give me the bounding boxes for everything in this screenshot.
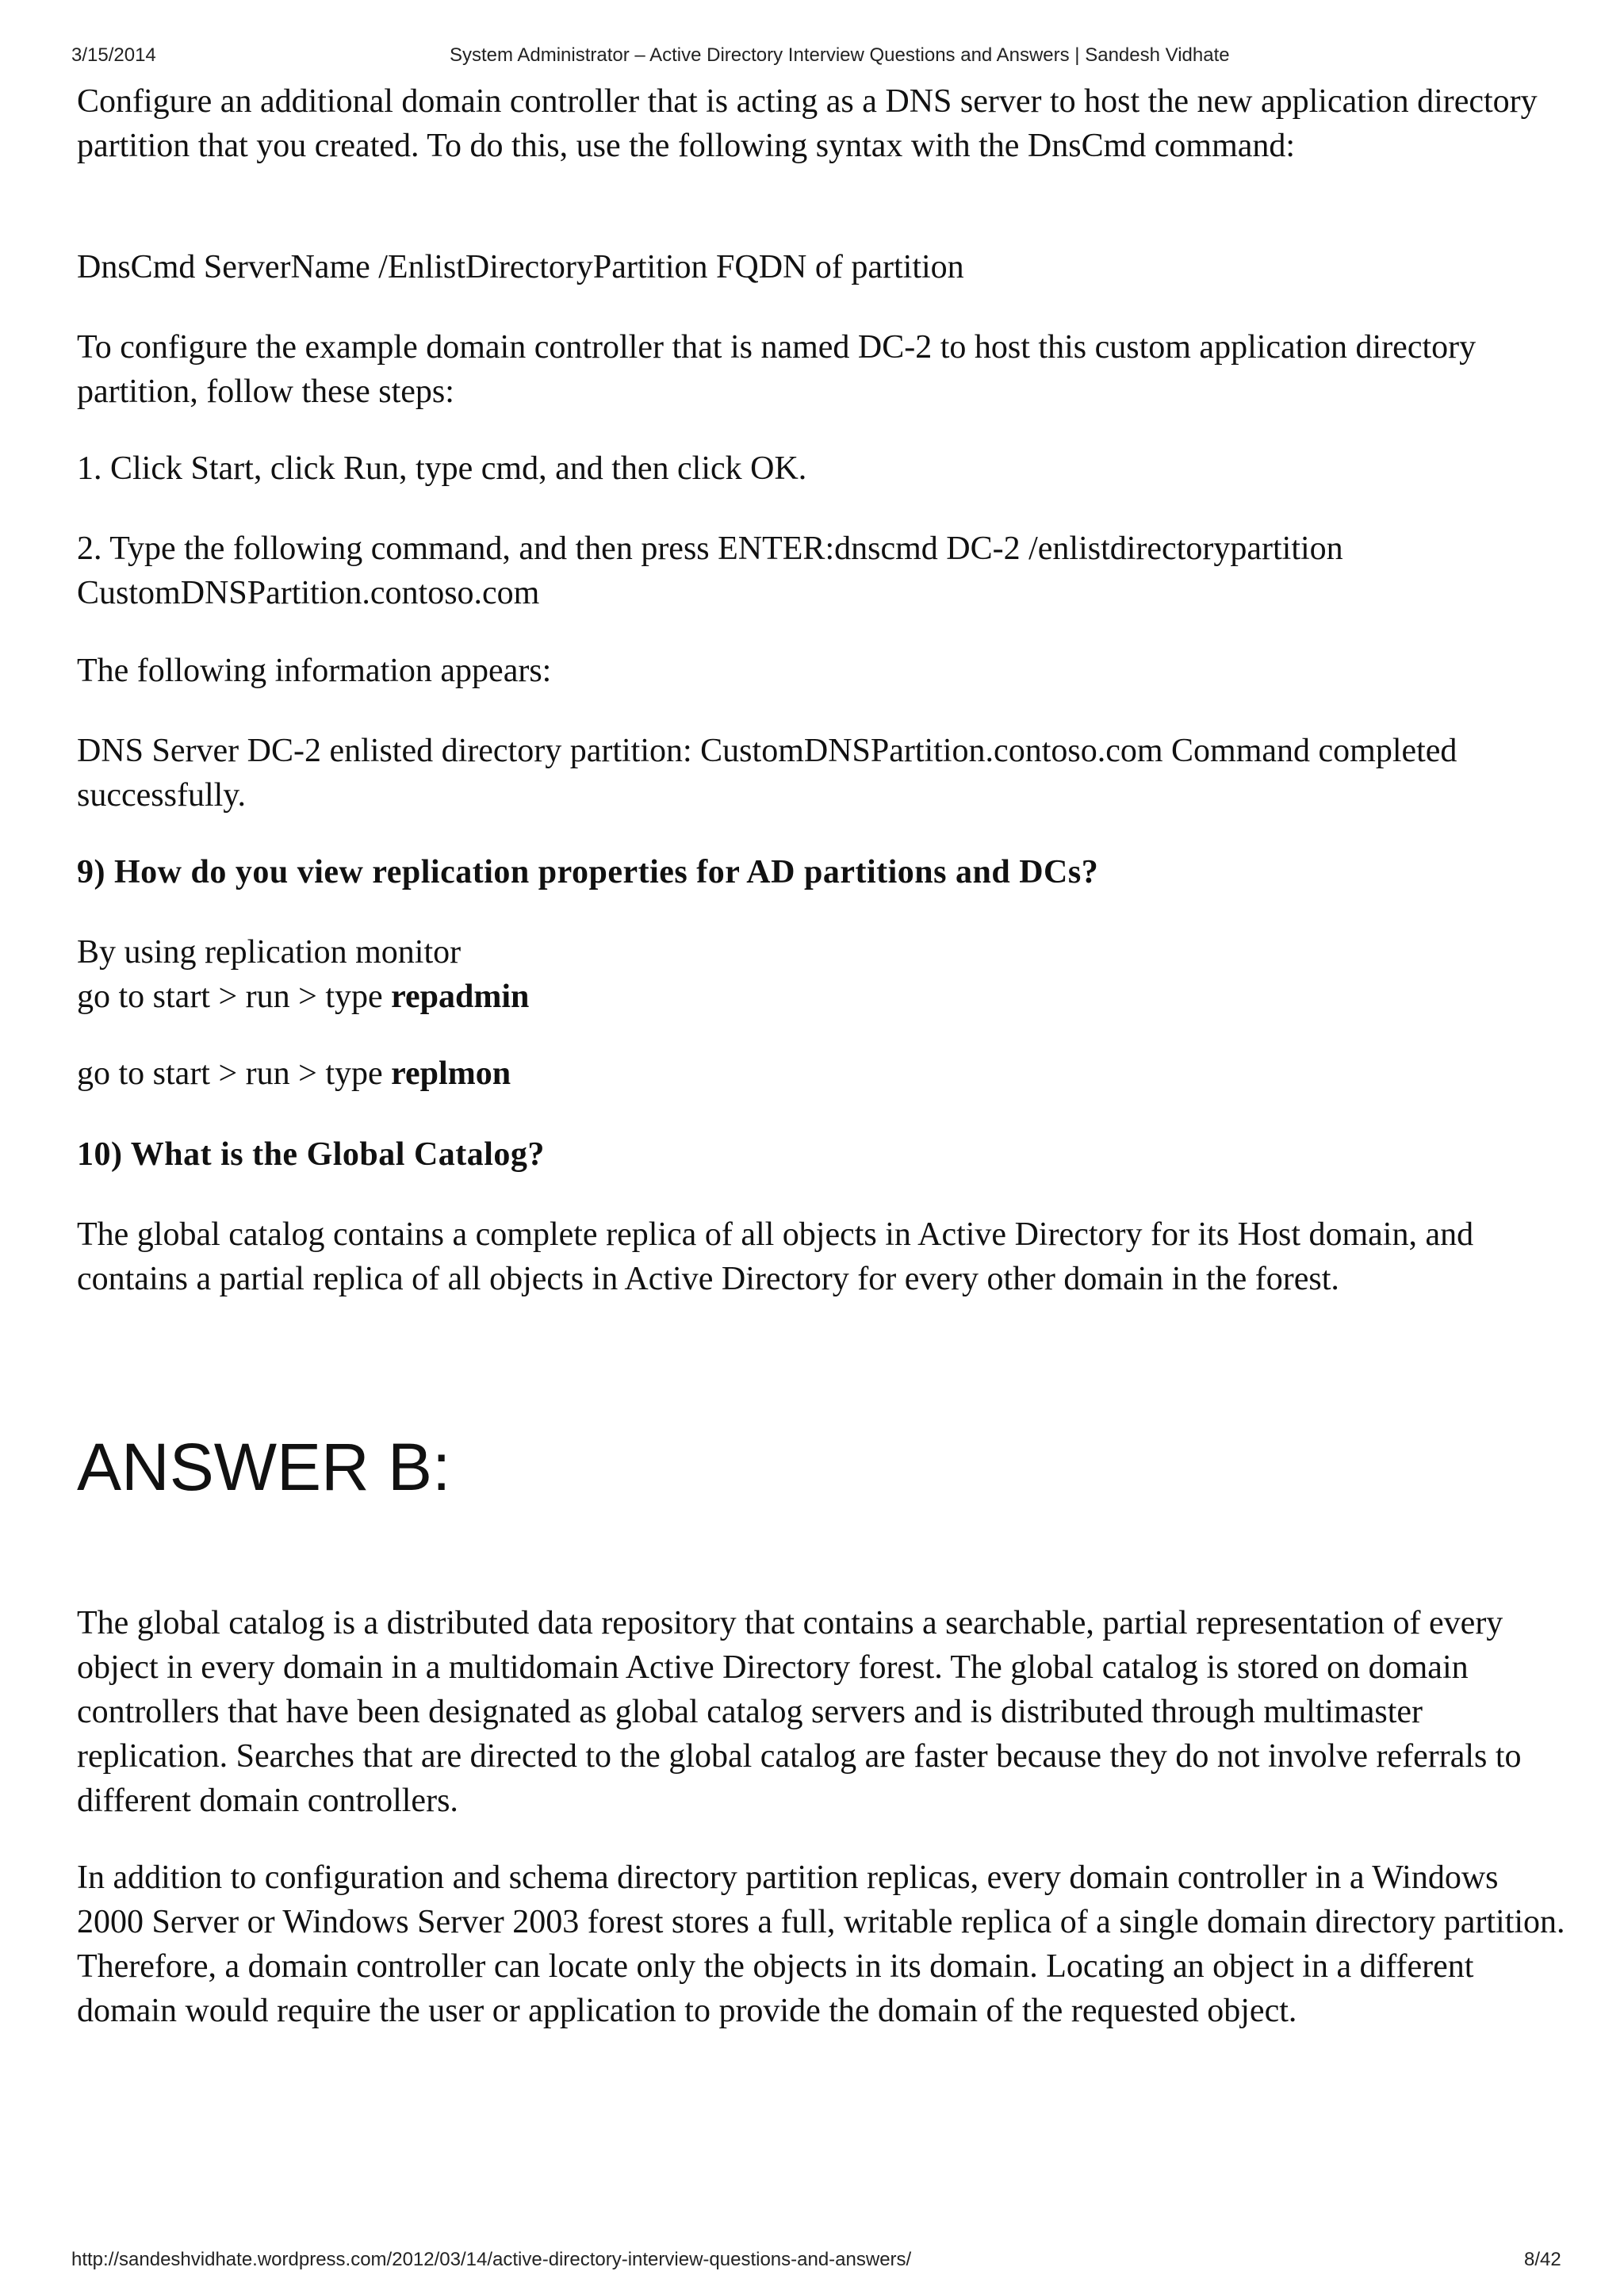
answer-10: The global catalog contains a complete replica of all objects in Active Directory for its Host domain, and contains a partial replica of all objects in Active Directory for every other domain in the forest. xyxy=(77,1216,1474,1297)
question-10-heading: 10) What is the Global Catalog? xyxy=(77,1136,545,1173)
answer-9-line-1: By using replication monitor xyxy=(77,934,462,971)
answer-b-heading: ANSWER B: xyxy=(77,1430,451,1504)
answer-9-line-3: go to start > run > type replmon xyxy=(77,1055,511,1092)
paragraph-configure-example: To configure the example domain controller that is named DC-2 to host this custom application directory partition, follow these steps: xyxy=(77,329,1477,410)
repadmin-command: repadmin xyxy=(391,978,530,1015)
footer-url: http://sandeshvidhate.wordpress.com/2012/03/14/active-directory-interview-questions-and-answers/ xyxy=(71,2249,912,2270)
paragraph-info-appears: The following information appears: xyxy=(77,653,552,689)
paragraph-step-1: 1. Click Start, click Run, type cmd, and then click OK. xyxy=(77,450,807,487)
answer-9-line-2: go to start > run > type repadmin xyxy=(77,978,530,1015)
paragraph-dnscmd-syntax: DnsCmd ServerName /EnlistDirectoryPartition FQDN of partition xyxy=(77,249,964,285)
question-9-heading: 9) How do you view replication properties for AD partitions and DCs? xyxy=(77,854,1099,890)
paragraph-step-2: 2. Type the following command, and then press ENTER:dnscmd DC-2 /enlistdirectorypartition CustomDNSPartition.contoso.com xyxy=(77,530,1343,611)
paragraph-configure-dc: Configure an additional domain controller that is acting as a DNS server to host the new application directory partition that you created. To do this, use the following syntax with the DnsCmd command: xyxy=(77,83,1538,164)
answer-9 xyxy=(77,930,1584,1019)
replmon-command: replmon xyxy=(391,1055,511,1092)
header-title: System Administrator – Active Directory Interview Questions and Answers | Sandesh Vidhate xyxy=(450,44,1230,66)
footer-page-number: 8/42 xyxy=(1524,2249,1561,2270)
header-date: 3/15/2014 xyxy=(71,44,156,66)
paragraph-dns-output: DNS Server DC-2 enlisted directory partition: CustomDNSPartition.contoso.com Command completed successfully. xyxy=(77,733,1457,814)
answer-b-paragraph-1: The global catalog is a distributed data repository that contains a searchable, partial representation of every object in every domain in a multidomain Active Directory forest. The global catalog is stored on domain controllers that have been designated as global catalog servers and is distributed through multimaster replication. Searches that are directed to the global catalog are faster because they do not involve referrals to different domain controllers. xyxy=(77,1605,1522,1819)
answer-b-paragraph-2: In addition to configuration and schema directory partition replicas, every domain controller in a Windows 2000 Server or Windows Server 2003 forest stores a full, writable replica of a single domain directory partition. Therefore, a domain controller can locate only the objects in its domain. Locating an object in a different domain would require the user or application to provide the domain of the requested object. xyxy=(77,1859,1565,2029)
